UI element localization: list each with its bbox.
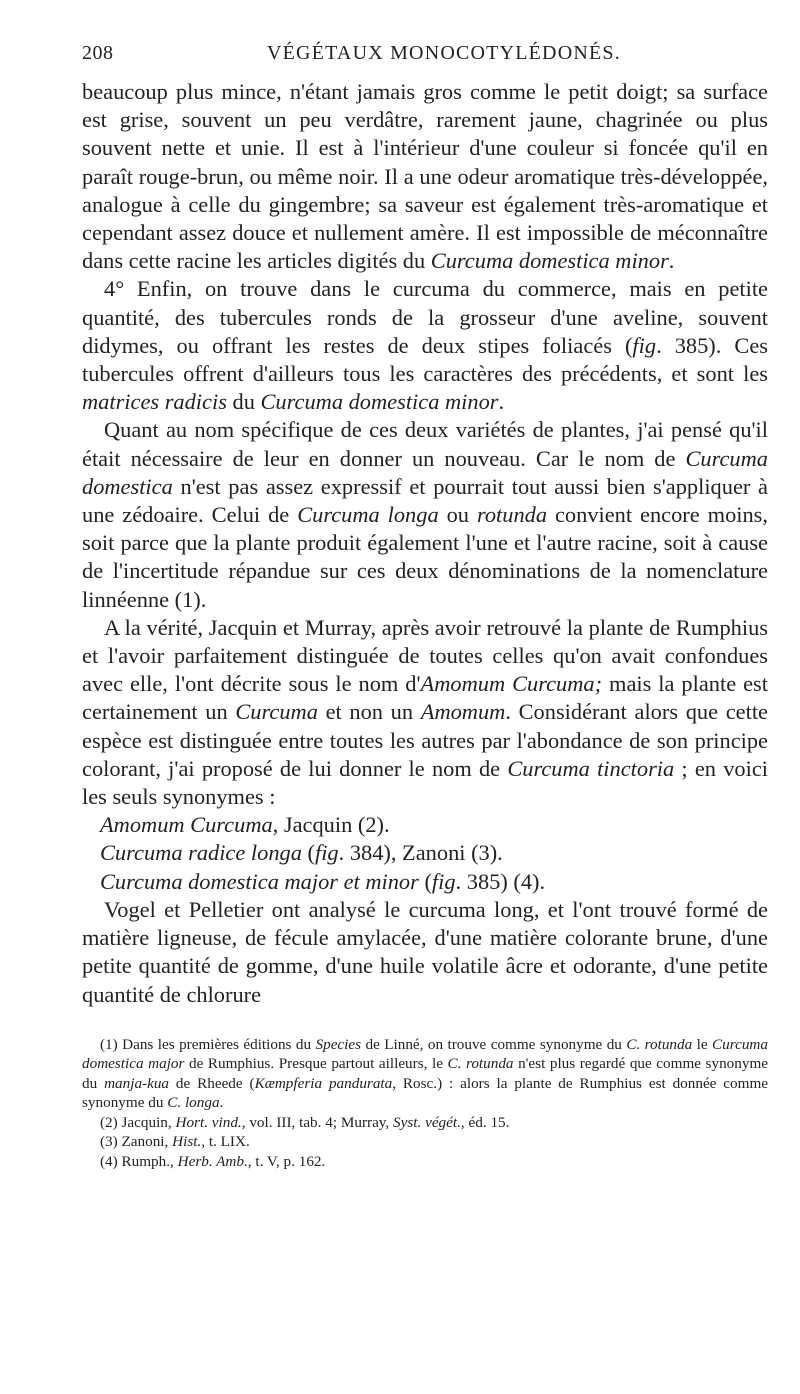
paragraph-5: [82, 896, 768, 1009]
text-run: n'est plus regardé que comme synonyme du: [82, 1055, 768, 1092]
italic-run: manja-kua: [104, 1074, 170, 1092]
italic-run: Curcuma radice longa: [100, 840, 302, 866]
text-run: de Linné, on trouve comme synonyme du: [361, 1035, 627, 1053]
italic-run: Amomum Curcuma;: [420, 671, 603, 697]
text-run: . 385) (4).: [455, 868, 546, 894]
paragraph-2: [82, 275, 768, 416]
footnote-2: [82, 1113, 768, 1133]
text-run: mais la plante est certainement un: [82, 671, 768, 725]
italic-run: Hist.: [172, 1133, 202, 1151]
text-run: .: [219, 1094, 224, 1112]
footnote-3: [82, 1132, 768, 1152]
synonym-1: [82, 811, 768, 839]
paragraph-1: [82, 78, 768, 275]
italic-run: Amomum: [420, 699, 506, 725]
text-run: ; en voici les seuls synonymes :: [82, 755, 769, 810]
text-run: .: [498, 389, 505, 415]
text-run: le: [692, 1035, 713, 1053]
italic-run: Curcuma longa: [297, 502, 439, 528]
page-header: [82, 42, 768, 78]
text-run: , Rosc.) : alors la plante de Rumphius est donnée comme synonyme du: [82, 1074, 768, 1112]
text-run: . 384), Zanoni (3).: [338, 840, 503, 866]
paragraph-4: [82, 614, 768, 811]
synonym-3: [82, 868, 768, 896]
italic-run: Curcuma domestica major et minor: [100, 868, 419, 894]
text-run: n'est pas assez expressif et pourrait tout aussi bien s'appliquer à une zédoaire. Celui de: [82, 473, 768, 528]
text-run: Quant au nom spécifique de ces deux variétés de plantes, j'ai pensé qu'il était nécessaire de leur en donner un nouveau. Car le nom de: [82, 417, 768, 471]
text-run: , vol. III, tab. 4; Murray,: [241, 1113, 394, 1131]
text-run: (: [301, 840, 315, 866]
page-number: 208: [82, 42, 114, 64]
text-run: . 385). Ces tubercules offrent d'ailleurs tous les caractères des précédents, et sont les: [82, 332, 768, 387]
italic-run: fig: [632, 332, 657, 358]
italic-run: fig: [314, 840, 339, 866]
footnote-4: [82, 1152, 768, 1172]
italic-run: Curcuma domestica minor: [430, 248, 669, 274]
text-run: (4) Rumph.,: [100, 1152, 178, 1170]
text-run: 4° Enfin, on trouve dans le curcuma du commerce, mais en petite quantité, des tubercules ronds de la grosseur d'une aveline, souvent didymes, ou offrant les restes de deux stipes foliacés (: [82, 276, 768, 358]
text-run: , Jacquin (2).: [272, 812, 390, 838]
italic-run: Herb. Amb.: [177, 1152, 248, 1170]
italic-run: Curcuma domestica: [82, 445, 768, 499]
italic-run: rotunda: [476, 502, 548, 528]
text-run: beaucoup plus mince, n'étant jamais gros comme le petit doigt; sa surface est grise, souvent un peu verdâtre, rarement jaune, chagrinée ou plus souvent nette et unie. Il est à l'intérieur d'une couleur si foncée qu'il en paraît rouge-brun, ou même noir. Il a une odeur aromatique très-développée, analogue à celle du gingembre; sa saveur est également très-aromatique et cependant assez douce et nullement amère. Il est impossible de méconnaître dans cette racine les articles digités du: [82, 79, 768, 274]
italic-run: Kæmpferia pandurata: [254, 1074, 393, 1092]
text-run: et non un: [317, 699, 421, 725]
text-run: A la vérité, Jacquin et Murray, après avoir retrouvé la plante de Rumphius et l'avoir parfaitement distinguée de toutes celles qu'on avait confondues avec elle, l'ont décrite sous le nom d': [82, 614, 768, 697]
text-run: (3) Zanoni,: [100, 1133, 173, 1151]
footnote-1: [82, 1035, 768, 1113]
italic-run: Curcuma domestica major: [82, 1035, 768, 1073]
synonym-2: [82, 839, 768, 867]
text-run: . Considérant alors que cette espèce est distinguée entre toutes les autres par l'abondance de son principe colorant, j'ai proposé de lui donner le nom de: [82, 699, 768, 781]
text-run: (2) Jacquin,: [100, 1113, 176, 1131]
italic-run: Amomum Curcuma: [100, 812, 273, 838]
italic-run: fig: [431, 868, 456, 894]
italic-run: Curcuma: [235, 699, 318, 725]
italic-run: Syst. végét.: [393, 1113, 461, 1131]
text-run: .: [668, 248, 675, 274]
footnotes: [82, 1035, 768, 1172]
italic-run: matrices radicis: [82, 389, 227, 415]
italic-run: Hort. vind.: [175, 1113, 242, 1131]
body-text: [82, 78, 768, 1009]
text-run: de Rumphius. Presque partout ailleurs, le: [184, 1055, 448, 1073]
text-run: , éd. 15.: [460, 1113, 510, 1131]
paragraph-3: [82, 416, 768, 613]
text-run: (: [418, 868, 432, 894]
italic-run: C. rotunda: [626, 1035, 693, 1053]
text-run: de Rheede (: [169, 1074, 255, 1092]
text-run: , t. LIX.: [201, 1133, 250, 1151]
text-run: , t. V, p. 162.: [247, 1152, 326, 1170]
italic-run: Species: [315, 1035, 362, 1053]
italic-run: C. longa: [167, 1094, 220, 1112]
italic-run: Curcuma domestica minor: [260, 389, 499, 415]
text-run: Vogel et Pelletier ont analysé le curcuma long, et l'ont trouvé formé de matière ligneuse, de fécule amylacée, d'une matière colorante brune, d'une petite quantité de gomme, d'une huile volatile âcre et odorante, d'une petite quantité de chlorure: [82, 896, 768, 1007]
text-run: ou: [438, 502, 477, 528]
italic-run: C. rotunda: [447, 1055, 514, 1073]
running-head: VÉGÉTAUX MONOCOTYLÉDONÉS.: [267, 42, 621, 64]
italic-run: Curcuma tinctoria: [507, 755, 675, 781]
text-run: du: [226, 389, 261, 415]
text-run: convient encore moins, soit parce que la plante produit également l'une et l'autre racine, soit à cause de l'incertitude répandue sur ces deux dénominations de la nomenclature linnéenne (1).: [82, 502, 768, 612]
text-run: (1) Dans les premières éditions du: [100, 1035, 316, 1053]
